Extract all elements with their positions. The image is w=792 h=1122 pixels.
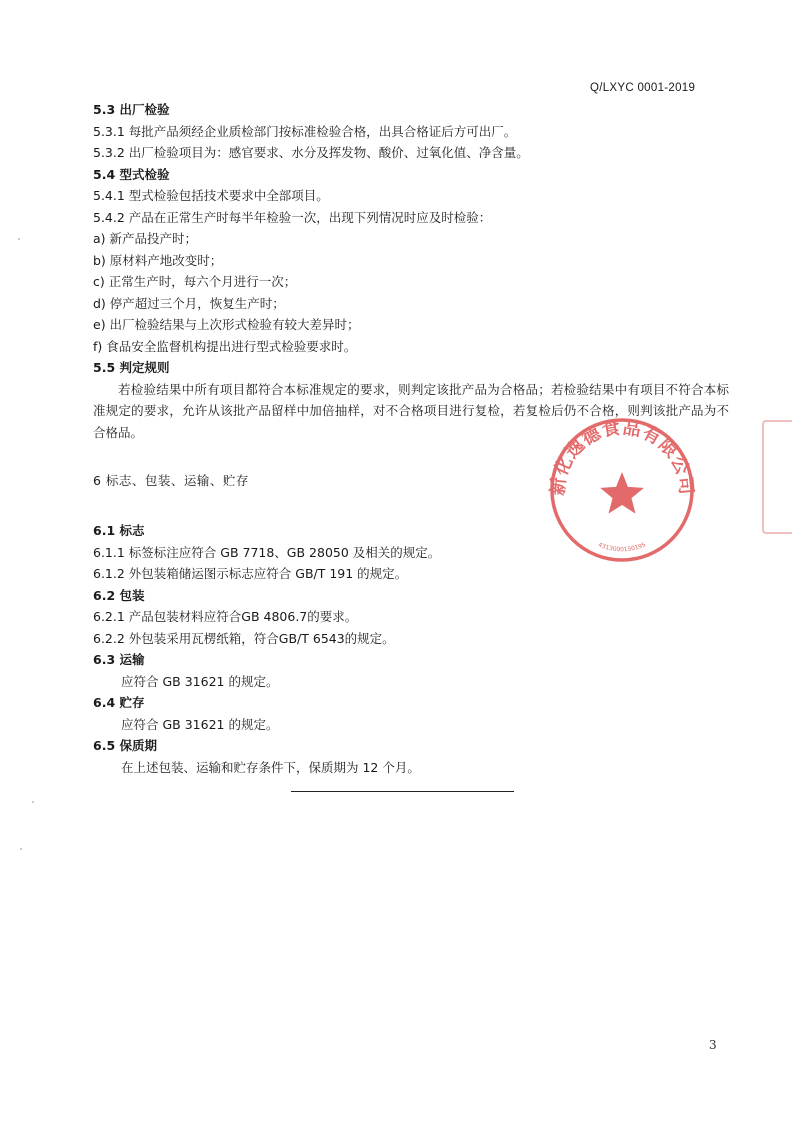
- section-5-5-title: 5.5 判定规则: [93, 360, 170, 375]
- clause-6-1-2: 6.1.2 外包装箱储运图示标志应符合 GB/T 191 的规定。: [93, 566, 408, 581]
- section-5-4-title: 5.4 型式检验: [93, 166, 170, 182]
- shelf-life-text: 在上述包装、运输和贮存条件下，保质期为 12 个月。: [121, 759, 420, 775]
- clause-5-3-1: 5.3.1 每批产品须经企业质检部门按标准检验合格，出具合格证后方可出厂。: [93, 123, 517, 139]
- list-item-b: b) 原材料产地改变时；: [93, 252, 223, 268]
- scan-speck: [32, 801, 34, 803]
- edge-stamp-fragment: [762, 420, 792, 534]
- svg-text:4313000150195: [597, 541, 647, 553]
- section-6-4-title: 6.4 贮存: [93, 695, 145, 710]
- section-6-2-title: 6.2 包装: [93, 587, 145, 603]
- clause-6-2-2: 6.2.2 外包装采用瓦楞纸箱，符合GB/T 6543的规定。: [93, 630, 395, 646]
- scan-speck: [20, 848, 22, 850]
- transport-text: 应符合 GB 31621 的规定。: [121, 673, 279, 689]
- standard-code: Q/LXYC 0001-2019: [590, 82, 696, 94]
- end-rule: [291, 791, 514, 792]
- scan-speck: [18, 238, 20, 240]
- section-6-3-title: 6.3 运输: [93, 652, 145, 667]
- section-5-3-title: 5.3 出厂检验: [93, 102, 170, 117]
- seal-company-name: 新化逸德食品有限公司: [547, 417, 697, 497]
- list-item-d: d) 停产超过三个月，恢复生产时；: [93, 295, 285, 311]
- clause-5-4-1: 5.4.1 型式检验包括技术要求中全部项目。: [93, 188, 329, 203]
- clause-5-3-2: 5.3.2 出厂检验项目为：感官要求、水分及挥发物、酸价、过氧化值、净含量。: [93, 145, 529, 160]
- storage-text: 应符合 GB 31621 的规定。: [121, 716, 279, 732]
- judgement-rule-paragraph: 若检验结果中所有项目都符合本标准规定的要求，则判定该批产品为合格品；若检验结果中有项目不符合本标准规定的要求，允许从该批产品留样中加倍抽样，对不合格项目进行复检，若复检后仍不合格，则判该批产品为不合格品。: [93, 381, 729, 440]
- list-item-e: e) 出厂检验结果与上次形式检验有较大差异时；: [93, 317, 360, 332]
- clause-6-1-1: 6.1.1 标签标注应符合 GB 7718、GB 28050 及相关的规定。: [93, 544, 441, 560]
- list-item-a: a) 新产品投产时；: [93, 231, 198, 246]
- seal-number: 4313000150195: [597, 541, 647, 554]
- list-item-c: c) 正常生产时，每六个月进行一次；: [93, 274, 297, 289]
- clause-6-2-1: 6.2.1 产品包装材料应符合GB 4806.7的要求。: [93, 609, 358, 624]
- section-6-title: 6 标志、包装、运输、贮存: [93, 473, 249, 488]
- section-6-5-title: 6.5 保质期: [93, 738, 157, 753]
- company-seal: [547, 415, 697, 565]
- seal-star-icon: [600, 472, 644, 514]
- page-number: 3: [709, 1038, 717, 1052]
- section-6-1-title: 6.1 标志: [93, 523, 145, 538]
- clause-5-4-2: 5.4.2 产品在正常生产时每半年检验一次，出现下列情况时应及时检验：: [93, 209, 492, 225]
- list-item-f: f) 食品安全监督机构提出进行型式检验要求时。: [93, 338, 357, 354]
